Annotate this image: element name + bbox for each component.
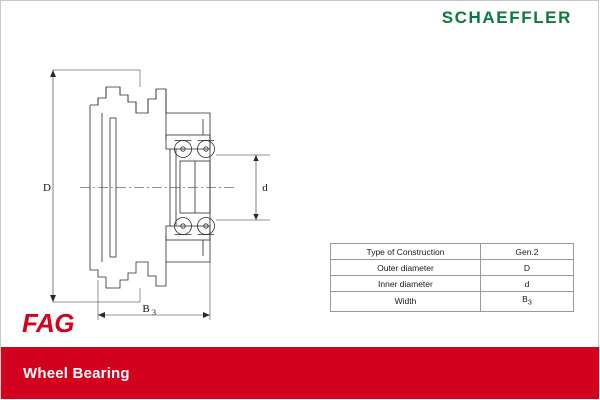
spec-value-text: Gen.2 <box>515 246 539 257</box>
dimension-label-width-subscript: 3 <box>152 308 156 317</box>
spec-value <box>480 292 573 312</box>
dimension-label-inner-diameter: d <box>262 182 268 194</box>
fag-brand-logo: FAG <box>22 308 74 338</box>
spec-value <box>480 244 573 260</box>
table-row <box>331 244 574 260</box>
table-row <box>331 260 574 276</box>
bearing-technical-drawing <box>20 30 320 320</box>
page-title: Wheel Bearing <box>23 364 130 382</box>
dimension-label-outer-diameter: D <box>43 182 51 194</box>
spec-value-subscript: 3 <box>527 299 532 307</box>
spec-value-text: D <box>523 262 531 273</box>
specification-table <box>330 243 574 312</box>
spec-label: Inner diameter <box>331 276 481 292</box>
schaeffler-brand-logo: SCHAEFFLER <box>441 8 572 27</box>
product-title-band <box>1 347 599 399</box>
spec-label: Width <box>331 292 481 312</box>
spec-label: Type of Construction <box>331 244 481 260</box>
dimension-label-width: B <box>142 303 150 315</box>
spec-value-text: B <box>522 294 528 304</box>
spec-value-text: d <box>524 278 530 289</box>
spec-value <box>480 260 573 276</box>
spec-label: Outer diameter <box>331 260 481 276</box>
table-row <box>331 292 574 312</box>
spec-value <box>480 276 573 292</box>
table-row <box>331 276 574 292</box>
